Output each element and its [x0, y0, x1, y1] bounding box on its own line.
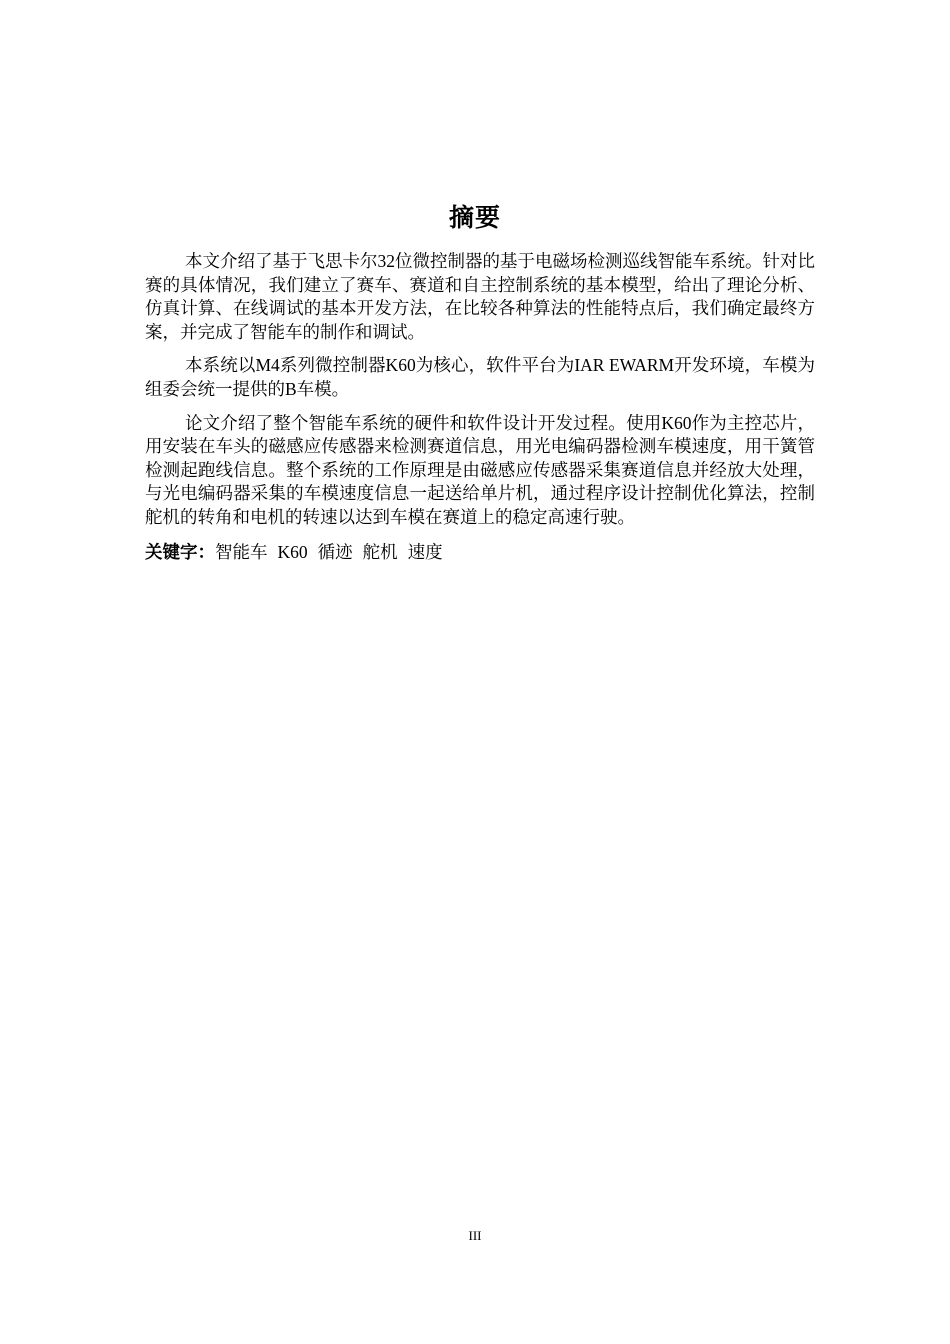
keyword: 循迹 — [317, 541, 353, 562]
abstract-paragraph: 本文介绍了基于飞思卡尔32位微控制器的基于电磁场检测巡线智能车系统。针对比赛的具体情况，我们建立了赛车、赛道和自主控制系统的基本模型，给出了理论分析、仿真计算、在线调试的基本开发方法，在比较各种算法的性能特点后，我们确定最终方案，并完成了智能车的制作和调试。 — [145, 251, 815, 342]
abstract-paragraph: 论文介绍了整个智能车系统的硬件和软件设计开发过程。使用K60作为主控芯片，用安装在车头的磁感应传感器来检测赛道信息，用光电编码器检测车模速度，用干簧管检测起跑线信息。整个系统的工作原理是由磁感应传感器采集赛道信息并经放大处理，与光电编码器采集的车模速度信息一起送给单片机，通过程序设计控制优化算法，控制舵机的转角和电机的转速以达到车模在赛道上的稳定高速行驶。 — [145, 412, 815, 527]
keyword: 智能车 — [215, 541, 268, 562]
page-title: 摘要 — [448, 203, 501, 232]
keyword: 速度 — [407, 541, 443, 562]
keyword: K60 — [277, 541, 308, 562]
keyword: 舵机 — [362, 541, 398, 562]
abstract-body — [145, 250, 815, 565]
abstract-paragraph: 本系统以M4系列微控制器K60为核心，软件平台为IAR EWARM开发环境，车模为组委会统一提供的B车模。 — [145, 355, 815, 399]
page-number: III — [468, 1228, 482, 1243]
keywords-label: 关键字： — [145, 542, 215, 563]
keywords-line — [145, 540, 815, 565]
